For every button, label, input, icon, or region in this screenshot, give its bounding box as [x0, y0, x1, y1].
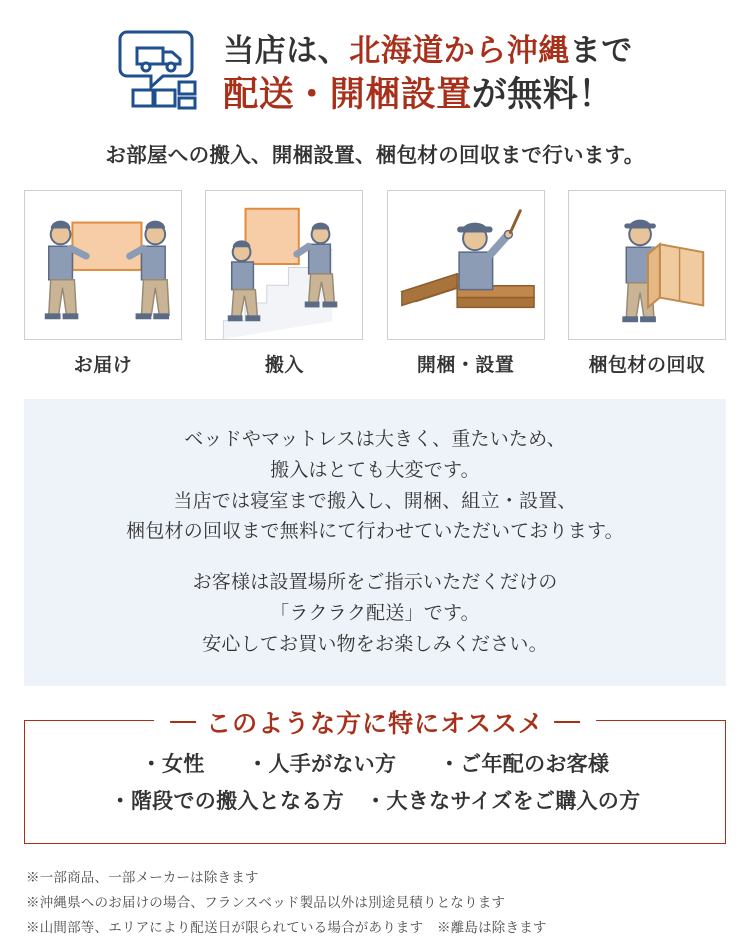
panel-line-5: お客様は設置場所をご指示いただくだけの: [192, 572, 558, 594]
header: [24, 0, 726, 122]
step-illustration-packaging-recovery: [568, 190, 726, 340]
step-item-unpack-install: [387, 190, 545, 377]
panel-line-3: 当店では寝室まで搬入し、開梱、組立・設置、: [173, 490, 577, 512]
recommend-title: [154, 704, 596, 740]
notes-list: [24, 866, 726, 941]
delivery-truck-icon: [117, 26, 209, 122]
recommend-line-2: ・階段での搬入となる方 ・大きなサイズをご購入の方: [109, 790, 641, 814]
panel-line-2: 搬入はとても大変です。: [270, 459, 480, 481]
step-label-carry-in: 搬入: [264, 355, 304, 376]
recommend-line-1: ・女性 ・人手がない方 ・ご年配のお客様: [140, 753, 610, 777]
title-rule-left-icon: [170, 721, 196, 723]
note-item-3: ※山間部等、エリアにより配送日が限られている場合があります ※離島は除きます: [26, 919, 547, 935]
headline-line-2: [223, 72, 633, 118]
headline-accent-region: 北海道から沖縄: [349, 33, 570, 69]
panel-spacer: [34, 548, 716, 568]
title-rule-right-icon: [554, 721, 580, 723]
note-item-2: ※沖縄県へのお届けの場合、フランスベッド製品以外は別途見積りとなります: [26, 894, 506, 910]
recommend-box: [24, 710, 726, 844]
step-illustration-unpack-install: [387, 190, 545, 340]
subheading: お部屋への搬入、開梱設置、梱包材の回収まで行います。: [105, 144, 645, 167]
step-label-unpack-install: 開梱・設置: [416, 355, 515, 376]
step-illustration-delivery: [24, 190, 182, 340]
step-item-carry-in: [205, 190, 363, 377]
headline-accent-service: 配送・開梱設置: [223, 75, 472, 115]
info-panel: [24, 399, 726, 686]
recommend-title-text: このような方に特にオススメ: [206, 710, 544, 739]
panel-line-7: 安心してお買い物をお楽しみください。: [202, 633, 548, 655]
headline-prefix: 当店は、: [223, 33, 350, 69]
step-item-delivery: [24, 190, 182, 377]
headline-line-1: [223, 30, 633, 72]
step-label-delivery: お届け: [73, 355, 133, 376]
step-item-packaging-recovery: [568, 190, 726, 377]
note-item-1: ※一部商品、一部メーカーは除きます: [26, 869, 259, 885]
step-illustration-carry-in: [205, 190, 363, 340]
headline-free-label: が無料！: [471, 75, 614, 115]
panel-line-1: ベッドやマットレスは大きく、重たいため、: [184, 429, 566, 450]
steps-row: [24, 190, 726, 377]
headline-suffix: まで: [569, 33, 633, 69]
headline: [223, 30, 633, 117]
panel-line-4: 梱包材の回収まで無料にて行わせていただいております。: [126, 521, 624, 543]
step-label-packaging-recovery: 梱包材の回収: [588, 355, 706, 376]
panel-line-6: 「ラクラク配送」です。: [270, 602, 480, 624]
